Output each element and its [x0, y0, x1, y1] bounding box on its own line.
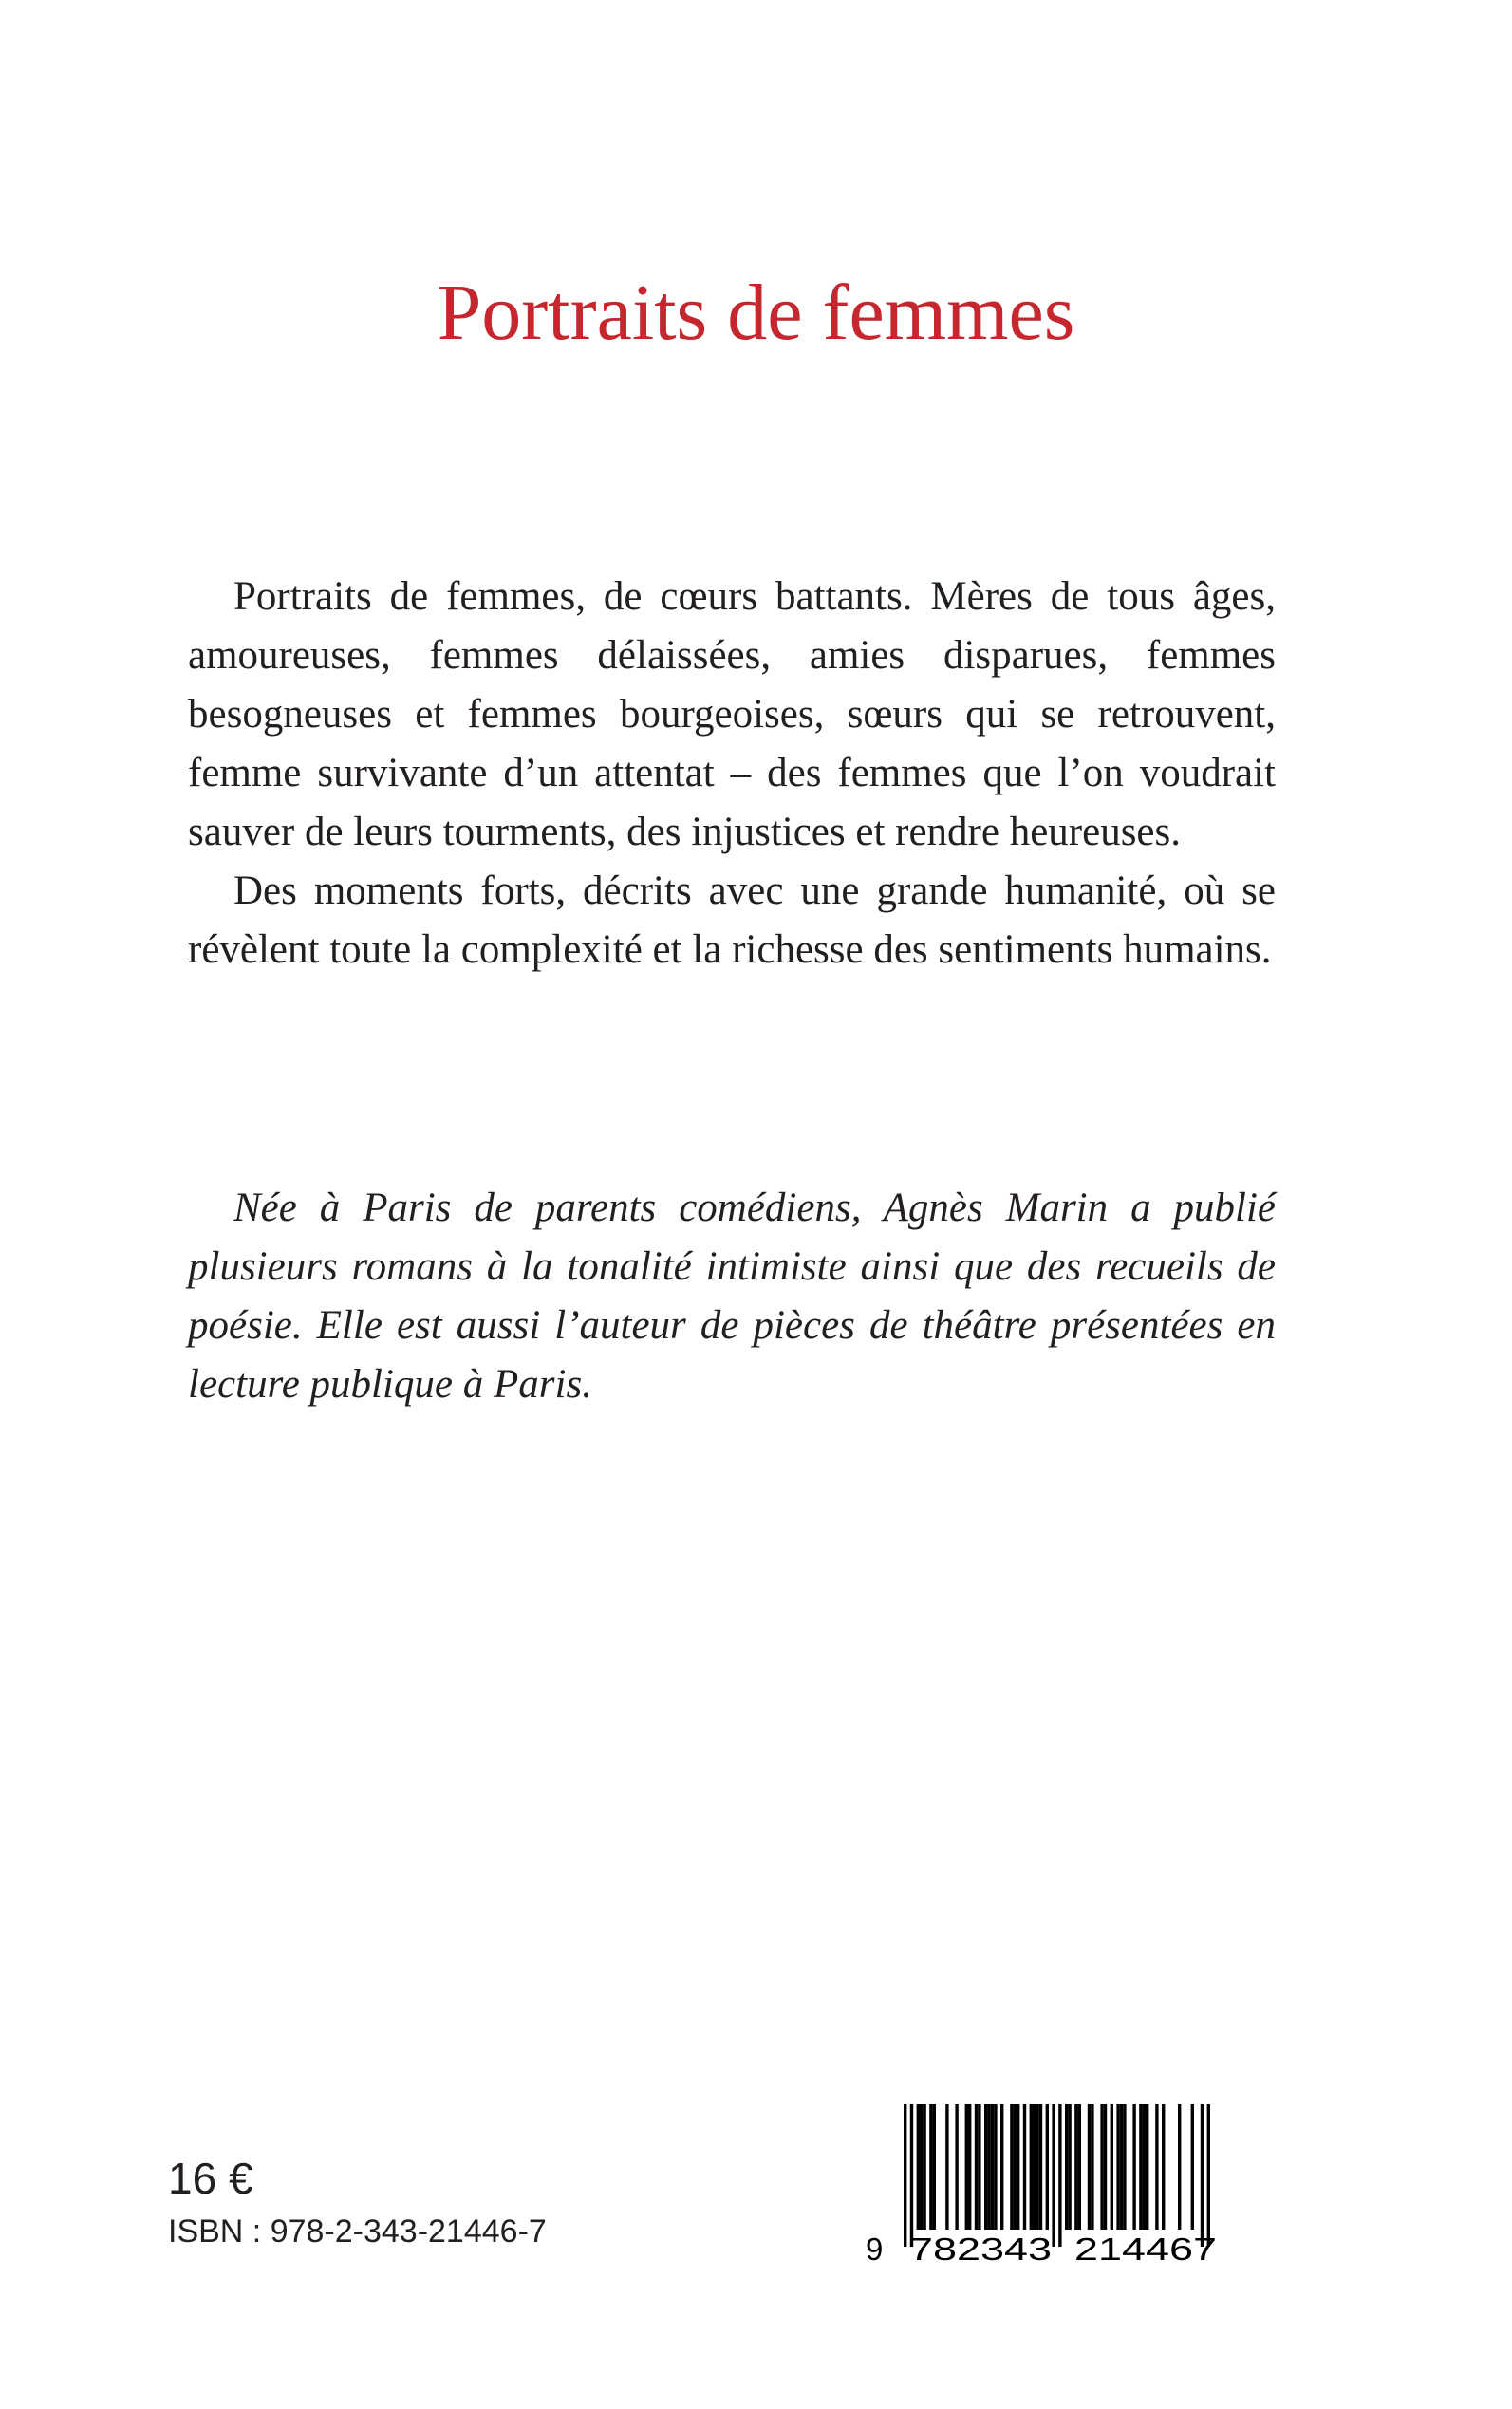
blurb-paragraph-2: Des moments forts, décrits avec une grande humanité, où se révèlent toute la complexité et la richesse des sentiments humains. — [188, 868, 1276, 972]
barcode-bar — [1146, 2104, 1148, 2230]
barcode-bar — [975, 2104, 978, 2230]
barcode-bar — [1100, 2104, 1103, 2230]
barcode-bar — [933, 2104, 936, 2230]
barcode-bar — [984, 2104, 987, 2230]
barcode-bar — [1074, 2104, 1077, 2230]
barcode-bar — [1201, 2104, 1204, 2247]
barcode-bar — [987, 2104, 990, 2230]
barcode-bar — [923, 2104, 925, 2230]
barcode-left-digits: 782343 — [909, 2232, 1052, 2264]
barcode-bar — [1207, 2104, 1210, 2247]
price: 16 € — [168, 2154, 253, 2203]
barcode-bar — [910, 2104, 913, 2247]
barcode-bar — [1120, 2104, 1123, 2230]
barcode-bar — [904, 2104, 906, 2247]
barcode-bar — [929, 2104, 932, 2230]
barcode-bars — [904, 2104, 1210, 2247]
barcode-bar — [1162, 2104, 1165, 2230]
barcode-bar — [1191, 2104, 1194, 2230]
author-bio: Née à Paris de parents comédiens, Agnès Marin a publié plusieurs romans à la tonalité intimiste ainsi que des recueils de poésie. Elle est aussi l’auteur de pièces de théâtre présentées en lecture publique à Paris. — [188, 1186, 1276, 1407]
book-title: Portraits de femmes — [437, 269, 1075, 357]
barcode-bar — [1078, 2104, 1081, 2230]
barcode-bar — [1058, 2104, 1061, 2247]
barcode-bar — [1088, 2104, 1091, 2230]
barcode-bar — [994, 2104, 997, 2230]
barcode-bar — [978, 2104, 980, 2230]
barcode-right-digits: 214467 — [1074, 2232, 1217, 2264]
barcode-bar — [1116, 2104, 1119, 2230]
barcode-bar — [1046, 2104, 1049, 2230]
barcode-bar — [1068, 2104, 1071, 2230]
barcode-bar — [1010, 2104, 1013, 2230]
barcode-bar — [1039, 2104, 1042, 2230]
barcode-bar — [1132, 2104, 1135, 2230]
isbn: ISBN : 978-2-343-21446-7 — [168, 2213, 547, 2250]
barcode-bar — [1065, 2104, 1068, 2230]
barcode-bar — [955, 2104, 958, 2230]
barcode — [864, 2102, 1253, 2264]
barcode-bar — [1000, 2104, 1003, 2230]
barcode-bar — [1036, 2104, 1038, 2230]
barcode-bar — [1155, 2104, 1158, 2230]
barcode-bar — [1123, 2104, 1126, 2230]
barcode-bar — [991, 2104, 994, 2230]
barcode-bar — [917, 2104, 920, 2230]
barcode-lead-digit: 9 — [866, 2232, 884, 2264]
blurb — [188, 568, 1276, 980]
barcode-bar — [965, 2104, 968, 2230]
barcode-bar — [1023, 2104, 1026, 2230]
blurb-paragraph-1: Portraits de femmes, de cœurs battants. Mères de tous âges, amoureuses, femmes délaissées, amies disparues, femmes besogneuses et femmes bourgeoises, sœurs qui se retrouvent, femme survivante d’un attentat – des femmes que l’on voudrait sauver de leurs tourments, des injustices et rendre heureuses. — [188, 574, 1276, 854]
barcode-bar — [1014, 2104, 1017, 2230]
barcode-bar — [1033, 2104, 1036, 2230]
barcode-bar — [1017, 2104, 1019, 2230]
barcode-graphic — [864, 2102, 1253, 2264]
barcode-bar — [1104, 2104, 1107, 2230]
barcode-bar — [1052, 2104, 1055, 2247]
barcode-bar — [1091, 2104, 1093, 2230]
barcode-bar — [1143, 2104, 1146, 2230]
barcode-bar — [1178, 2104, 1181, 2230]
barcode-bar — [1139, 2104, 1142, 2230]
barcode-bar — [920, 2104, 923, 2230]
barcode-bar — [1111, 2104, 1113, 2230]
barcode-bar — [945, 2104, 948, 2230]
barcode-bar — [1030, 2104, 1033, 2230]
barcode-bar — [968, 2104, 971, 2230]
